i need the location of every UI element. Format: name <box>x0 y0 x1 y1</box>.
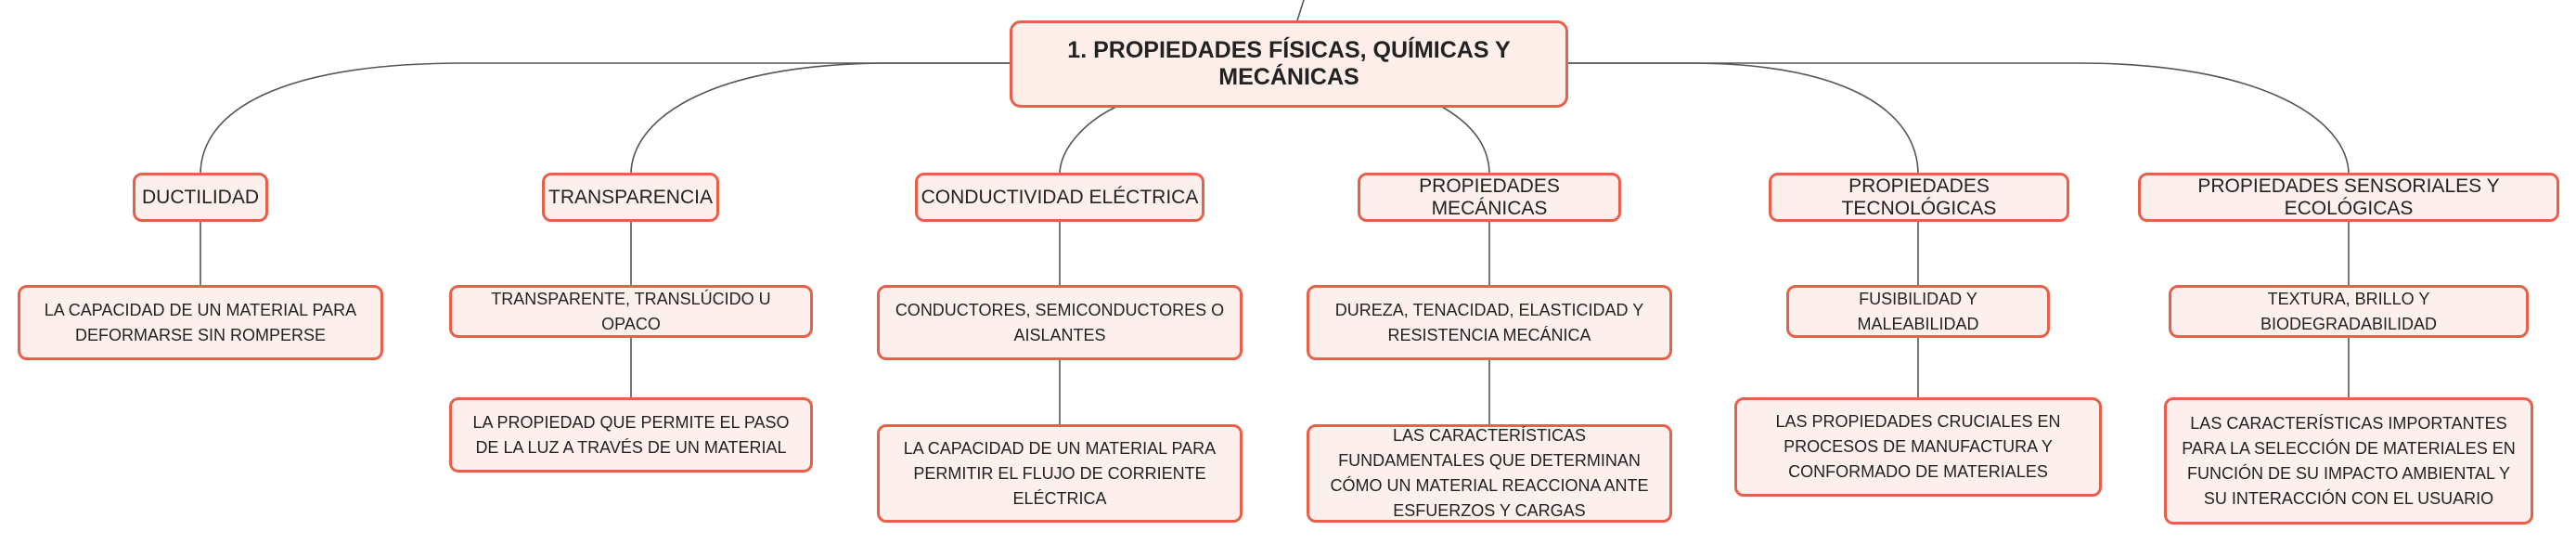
category-propiedades-mecanicas[interactable]: PROPIEDADES MECÁNICAS <box>1358 173 1621 222</box>
category-transparencia[interactable]: TRANSPARENCIA <box>542 173 719 222</box>
detail-sensoriales-tipos[interactable]: TEXTURA, BRILLO Y BIODEGRADABILIDAD <box>2169 285 2529 338</box>
root-node[interactable]: 1. PROPIEDADES FÍSICAS, QUÍMICAS Y MECÁNICAS <box>1010 20 1568 108</box>
detail-sensoriales-definicion[interactable]: LAS CARACTERÍSTICAS IMPORTANTES PARA LA SELECCIÓN DE MATERIALES EN FUNCIÓN DE SU IMPACTO AMBIENTAL Y SU INTERACCIÓN CON EL USUARIO <box>2164 397 2533 525</box>
connector-root-conductividad <box>1060 106 1118 175</box>
category-ductilidad[interactable]: DUCTILIDAD <box>133 173 268 222</box>
detail-transparencia-tipos[interactable]: TRANSPARENTE, TRANSLÚCIDO U OPACO <box>449 285 813 338</box>
category-propiedades-sensoriales-ecologicas[interactable]: PROPIEDADES SENSORIALES Y ECOLÓGICAS <box>2138 173 2559 222</box>
detail-tecnologicas-definicion[interactable]: LAS PROPIEDADES CRUCIALES EN PROCESOS DE MANUFACTURA Y CONFORMADO DE MATERIALES <box>1734 397 2102 497</box>
detail-mecanicas-definicion[interactable]: LAS CARACTERÍSTICAS FUNDAMENTALES QUE DETERMINAN CÓMO UN MATERIAL REACCIONA ANTE ESFUERZOS Y CARGAS <box>1307 424 1672 523</box>
connector-root-sensoriales <box>1566 63 2349 175</box>
connector-root-transparencia <box>631 63 1011 175</box>
category-conductividad-electrica[interactable]: CONDUCTIVIDAD ELÉCTRICA <box>915 173 1204 222</box>
detail-transparencia-definicion[interactable]: LA PROPIEDAD QUE PERMITE EL PASO DE LA LUZ A TRAVÉS DE UN MATERIAL <box>449 397 813 473</box>
detail-tecnologicas-tipos[interactable]: FUSIBILIDAD Y MALEABILIDAD <box>1786 285 2050 338</box>
detail-conductividad-tipos[interactable]: CONDUCTORES, SEMICONDUCTORES O AISLANTES <box>877 285 1243 360</box>
detail-mecanicas-tipos[interactable]: DUREZA, TENACIDAD, ELASTICIDAD Y RESISTENCIA MECÁNICA <box>1307 285 1672 360</box>
connector-root-mecanicas <box>1440 106 1489 175</box>
connector-root-tecnologicas <box>1566 63 1918 175</box>
connector-to-parent <box>1297 0 1304 20</box>
connector-root-ductilidad <box>200 63 1011 175</box>
detail-conductividad-definicion[interactable]: LA CAPACIDAD DE UN MATERIAL PARA PERMITIR EL FLUJO DE CORRIENTE ELÉCTRICA <box>877 424 1243 523</box>
category-propiedades-tecnologicas[interactable]: PROPIEDADES TECNOLÓGICAS <box>1769 173 2069 222</box>
detail-ductilidad-definicion[interactable]: LA CAPACIDAD DE UN MATERIAL PARA DEFORMARSE SIN ROMPERSE <box>18 285 383 360</box>
